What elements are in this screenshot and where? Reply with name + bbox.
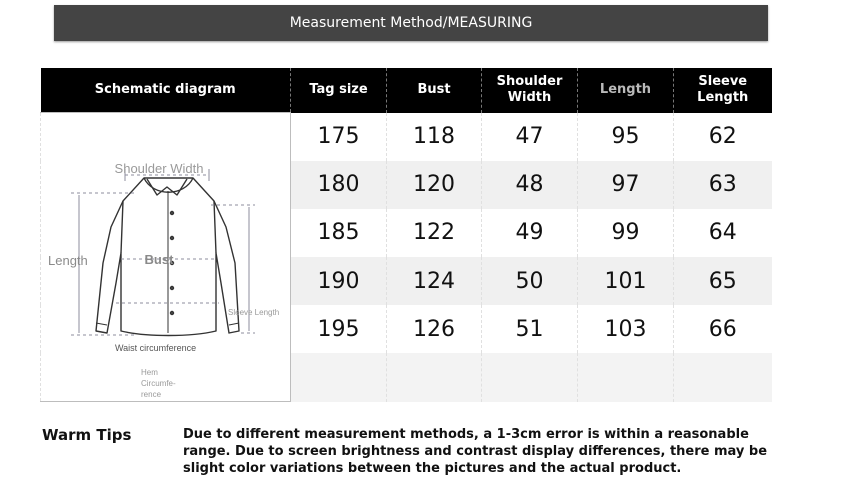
cell-length: 103 [578,305,674,353]
cell-length: 97 [578,161,674,209]
label-bust: Bust [144,252,174,267]
cell-sleeve-length: 62 [674,113,772,161]
cell-shoulder-width: 51 [482,305,578,353]
header-shoulder-width: Shoulder Width [482,68,578,113]
cell-sleeve-length: 65 [674,257,772,305]
label-hem-circumference-1: Circumfe- [141,379,176,388]
cell-bust: 126 [387,305,482,353]
label-hem-circumference-2: rence [141,390,162,399]
cell-bust: 124 [387,257,482,305]
cell-bust: 120 [387,161,482,209]
warm-tips-heading: Warm Tips [42,426,132,444]
cell-sleeve-length: 66 [674,305,772,353]
header-row [41,68,772,113]
header-sleeve-length: Sleeve Length [674,68,772,113]
header-schematic-diagram: Schematic diagram [41,68,291,113]
cell-shoulder-width: 47 [482,113,578,161]
cell-shoulder-width: 50 [482,257,578,305]
cell-tag-size: 185 [291,209,387,257]
warm-tips-text: Due to different measurement methods, a 1-3cm error is within a reasonable range. Due to screen brightness and contrast display differences, there may be slight color variations between the pictures and the actual product. [183,427,768,476]
schematic-diagram [41,113,291,402]
table-row [41,113,772,161]
empty-cell [291,353,387,401]
cell-sleeve-length: 63 [674,161,772,209]
label-hem: Hem [141,368,158,377]
cell-shoulder-width: 48 [482,161,578,209]
label-shoulder-width: Shoulder Width [114,161,204,176]
empty-cell [578,353,674,401]
cell-tag-size: 175 [291,113,387,161]
empty-cell [482,353,578,401]
cell-tag-size: 195 [291,305,387,353]
label-sleeve-length: Sleeve Length [228,308,280,317]
size-chart-table [40,68,772,402]
cell-bust: 118 [387,113,482,161]
cell-tag-size: 180 [291,161,387,209]
header-tag-size: Tag size [291,68,387,113]
header-length: Length [578,68,674,113]
empty-cell [674,353,772,401]
header-bust: Bust [387,68,482,113]
cell-bust: 122 [387,209,482,257]
shirt-diagram [41,113,291,401]
page-title-banner [54,5,768,41]
cell-length: 95 [578,113,674,161]
cell-shoulder-width: 49 [482,209,578,257]
page-title: Measurement Method/MEASURING [289,15,533,31]
cell-sleeve-length: 64 [674,209,772,257]
cell-tag-size: 190 [291,257,387,305]
cell-length: 101 [578,257,674,305]
label-waist-circumference: Waist circumference [115,343,197,353]
cell-length: 99 [578,209,674,257]
empty-cell [387,353,482,401]
label-length: Length [48,253,88,268]
